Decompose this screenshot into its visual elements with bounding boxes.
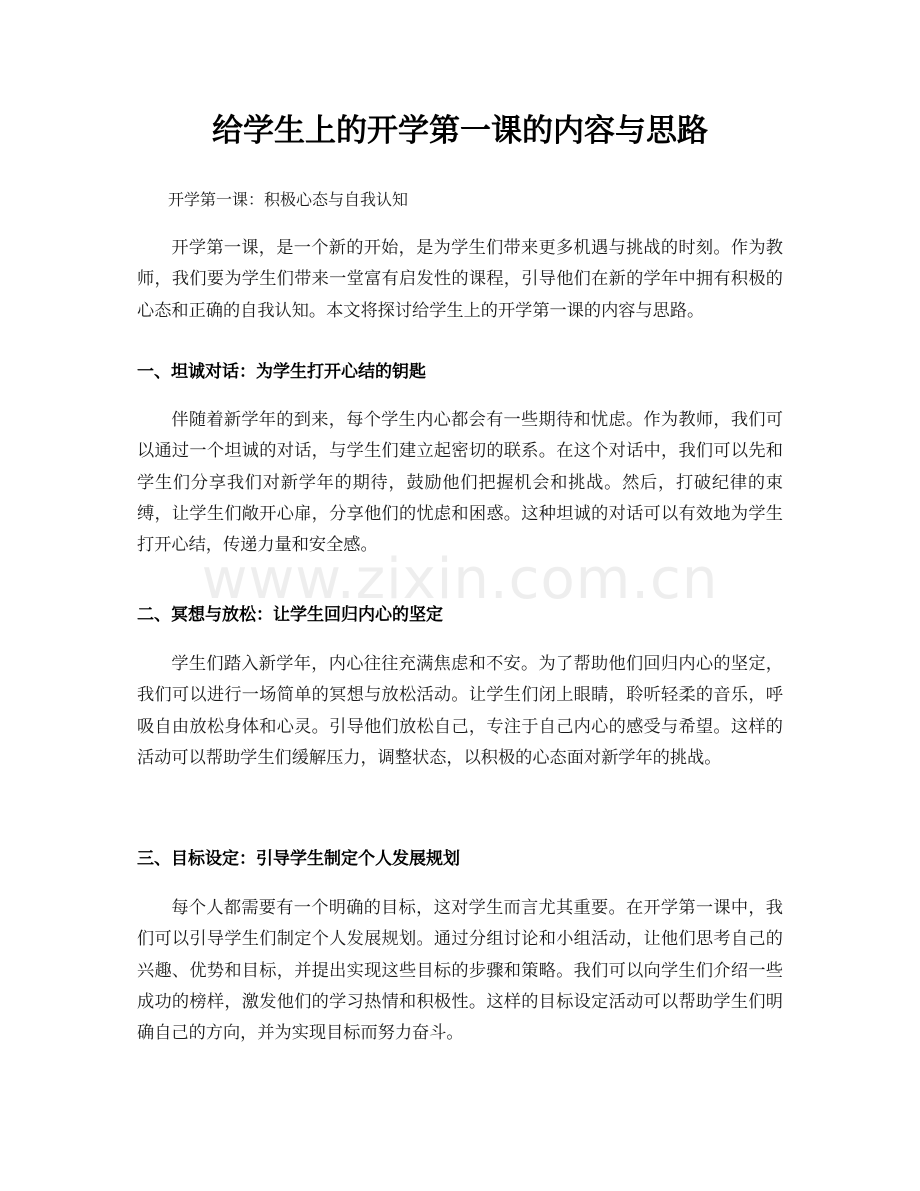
section-body-1: 伴随着新学年的到来，每个学生内心都会有一些期待和忧虑。作为教师，我们可以通过一个坦诚的对话，与学生们建立起密切的联系。在这个对话中，我们可以先和学生们分享我们对新学年的期待，鼓励他们把握机会和挑战。然后，打破纪律的束缚，让学生们敞开心扉，分享他们的忧虑和困惑。这种坦诚的对话可以有效地为学生打开心结，传递力量和安全感。	[137, 410, 783, 556]
section-heading-1: 一、坦诚对话：为学生打开心结的钥匙	[137, 362, 426, 382]
section-body-2: 学生们踏入新学年，内心往往充满焦虑和不安。为了帮助他们回归内心的坚定，我们可以进行一场简单的冥想与放松活动。让学生们闭上眼睛，聆听轻柔的音乐，呼吸自由放松身体和心灵。引导他们放松自己，专注于自己内心的感受与希望。这样的活动可以帮助学生们缓解压力，调整状态，以积极的心态面对新学年的挑战。	[137, 654, 783, 768]
section-heading-3: 三、目标设定：引导学生制定个人发展规划	[137, 849, 460, 869]
document-title: 给学生上的开学第一课的内容与思路	[212, 113, 708, 149]
document-subtitle: 开学第一课：积极心态与自我认知	[168, 190, 409, 209]
section-heading-2: 二、冥想与放松：让学生回归内心的坚定	[137, 605, 443, 625]
watermark: www.zixin.com.cn	[201, 547, 719, 612]
intro-paragraph: 开学第一课，是一个新的开始，是为学生们带来更多机遇与挑战的时刻。作为教师，我们要为学生们带来一堂富有启发性的课程，引导他们在新的学年中拥有积极的心态和正确的自我认知。本文将探讨给学生上的开学第一课的内容与思路。	[137, 238, 783, 321]
section-body-3: 每个人都需要有一个明确的目标，这对学生而言尤其重要。在开学第一课中，我们可以引导学生们制定个人发展规划。通过分组讨论和小组活动，让他们思考自己的兴趣、优势和目标，并提出实现这些目标的步骤和策略。我们可以向学生们介绍一些成功的榜样，激发他们的学习热情和积极性。这样的目标设定活动可以帮助学生们明确自己的方向，并为实现目标而努力奋斗。	[137, 898, 783, 1044]
